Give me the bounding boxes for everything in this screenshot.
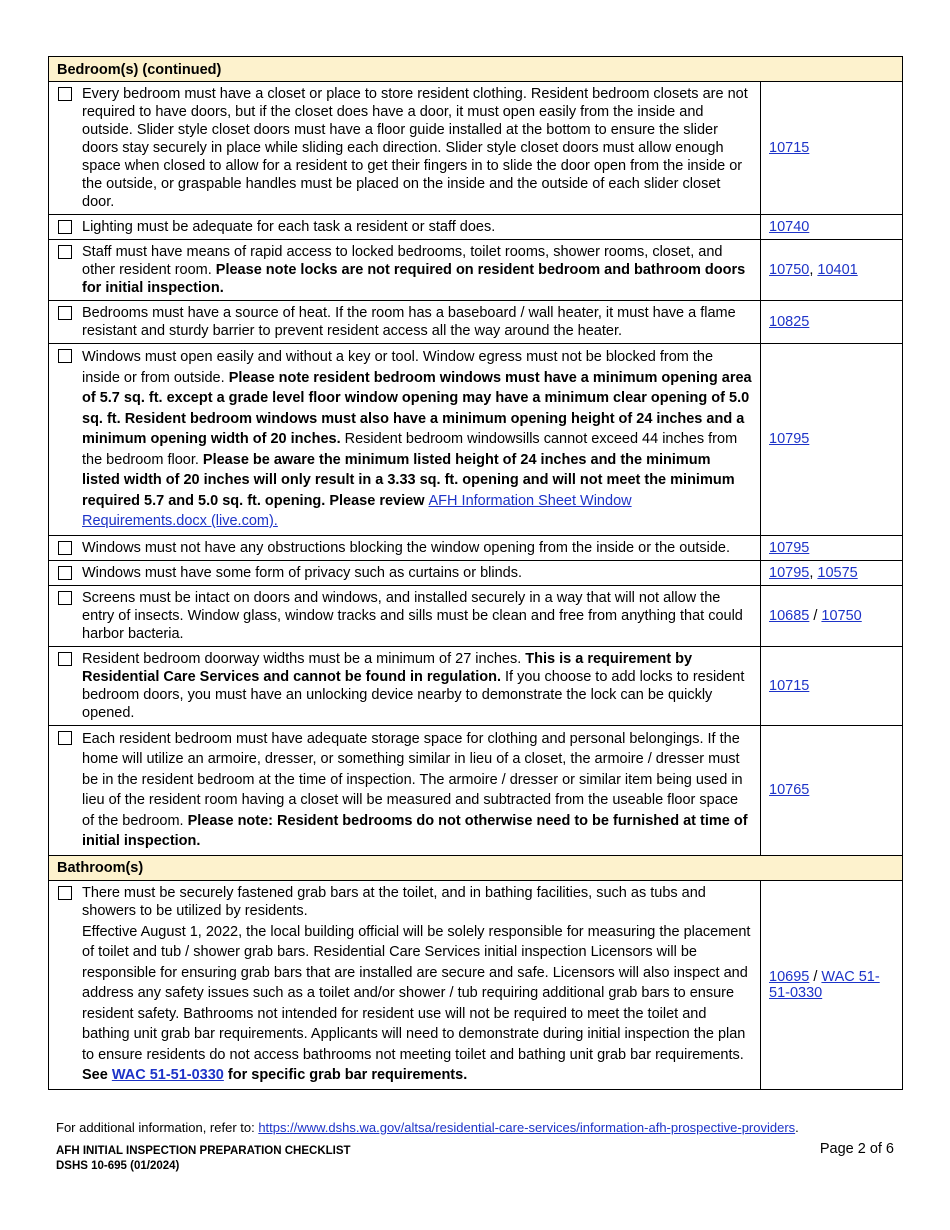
checklist-row (49, 215, 903, 240)
requirement-cell (49, 560, 761, 585)
reference-cell (761, 344, 903, 536)
requirement-cell (49, 646, 761, 725)
requirement (58, 884, 752, 1086)
footer-note-suffix: . (795, 1120, 799, 1135)
form-number: DSHS 10-695 (01/2024) (56, 1160, 180, 1172)
reference-cell: 10685 / 10750 (761, 585, 903, 646)
requirement (58, 564, 752, 582)
section-header-bathrooms (49, 855, 903, 880)
reference-cell: 10750, 10401 (761, 240, 903, 301)
form-identification (56, 1144, 351, 1174)
bold-text: Please be aware the minimum listed height of 24 inches and the minimum listed width of 20 inches will only result in a 3.33 sq. ft. opening and will not meet the minimum required 5.7 and 5.0 sq. ft. opening. Please review (82, 451, 735, 509)
checklist-row (49, 82, 903, 215)
wac-reference-link[interactable]: 10740 (769, 219, 810, 235)
bold-text: for specific grab bar requirements. (223, 1067, 468, 1083)
requirement-cell (49, 82, 761, 215)
bold-text: Please note: Resident bedrooms do not otherwise need to be furnished at time of initial inspection. (82, 812, 748, 849)
requirement (58, 539, 752, 557)
requirement (58, 729, 752, 852)
requirement-text (82, 884, 752, 1086)
requirement (58, 347, 752, 532)
checkbox[interactable] (58, 245, 72, 259)
checkbox[interactable] (58, 652, 72, 666)
bold-text: See (82, 1067, 112, 1083)
checkbox[interactable] (58, 220, 72, 234)
plain-text: Bedrooms must have a source of heat. If the room has a baseboard / wall heater, it must have a flame resistant and sturdy barrier to prevent resident access all the way around the heater. (82, 305, 736, 339)
requirement-text (82, 564, 752, 582)
footer-note-prefix: For additional information, refer to: (56, 1120, 259, 1135)
wac-reference-link[interactable]: WAC 51-51-0330 (769, 968, 880, 1001)
section-header-bedrooms (49, 57, 903, 82)
requirement-cell (49, 535, 761, 560)
checkbox[interactable] (58, 87, 72, 101)
wac-reference-link[interactable]: 10575 (817, 564, 858, 581)
plain-text: Every bedroom must have a closet or place to store resident clothing. Resident bedroom closets are not required to have doors, but if the closet does have a door, it must open easily from the inside and outside. Slider style closet doors must have a floor guide installed at the bottom to ensure the slider doors stay securely in place while sliding each direction. Slider style closet doors must allow enough space when closed to allow for a resident to get their fingers in to slide the door open from the inside or the outside, or graspable handles must be placed on the inside and the outside of each slider closet door. (82, 86, 748, 210)
wac-reference-link[interactable]: 10795 (769, 539, 810, 556)
requirement (58, 589, 752, 643)
wac-reference-link[interactable]: 10685 (769, 607, 810, 624)
requirement-cell (49, 301, 761, 344)
window-requirements-link[interactable]: AFH Information Sheet Window Requirements.docx (live.com). (82, 492, 632, 529)
wac-reference-link[interactable]: 10401 (817, 262, 858, 278)
wac-reference-link[interactable]: 10795 (769, 431, 810, 448)
plain-text: Resident bedroom windowsills cannot exceed 44 inches from the bedroom floor. (82, 431, 738, 468)
checkbox[interactable] (58, 886, 72, 900)
wac-reference-link[interactable]: 10750 (769, 262, 810, 278)
wac-reference-link[interactable]: 10750 (821, 607, 862, 624)
plain-text: If you choose to add locks to resident bedroom doors, you must have an unlocking device nearby to demonstrate the lock can be quickly opened. (82, 668, 745, 721)
requirement (58, 304, 752, 340)
footer-note (56, 1120, 799, 1135)
plain-text: Effective August 1, 2022, the local building official will be solely responsible for measuring the placement of toilet and tub / shower grab bars. Residential Care Services initial inspection Licensors will be responsible for ensuring grab bars that are installed are secure and safe. Licensors will also inspect and address any safety issues such as a toilet and/or shower / tub requiring additional grab bars to ensure resident safety. Bathrooms not intended for resident use will not be required to meet the toilet and bathing unit grab bar requirements. Applicants will need to demonstrate during initial inspection the plan to ensure residents do not access bathrooms not meeting toilet and bathing unit grab bar requirements. (82, 923, 751, 1063)
grab-bar-details (82, 922, 752, 1086)
plain-text: Each resident bedroom must have adequate storage space for clothing and personal belongings. If the home will utilize an armoire, dresser, or something similar in lieu of a closet, the armoire / dresser must be in the resident bedroom at the time of inspection. The armoire / dresser or similar item being used in lieu of the resident room having a closet will be measured and subtracted from the useable floor space of the bedroom. (82, 730, 743, 829)
requirement-cell (49, 344, 761, 536)
requirement (58, 218, 752, 236)
reference-cell (761, 646, 903, 725)
checklist-row (49, 560, 903, 585)
requirement-cell (49, 585, 761, 646)
grab-bar-requirement: There must be securely fastened grab bars at the toilet, and in bathing facilities, such as tubs and showers to be utilized by residents. (82, 884, 706, 919)
plain-text: Resident bedroom doorway widths must be a minimum of 27 inches. (82, 650, 526, 667)
requirement-text (82, 85, 752, 211)
wac-reference-link[interactable]: 10825 (769, 314, 810, 330)
checklist-row (49, 585, 903, 646)
plain-text: Staff must have means of rapid access to locked bedrooms, toilet rooms, shower rooms, closet, and other resident room. (82, 244, 723, 278)
checklist-table (48, 56, 903, 1090)
checklist-row (49, 535, 903, 560)
requirement (58, 243, 752, 297)
checklist-row (49, 344, 903, 536)
requirement-text (82, 650, 752, 722)
reference-cell (761, 301, 903, 344)
checkbox[interactable] (58, 541, 72, 555)
bold-link-wrapper (112, 1067, 224, 1083)
wac-reference-link[interactable]: 10695 (769, 968, 810, 985)
footer-url-link[interactable]: https://www.dshs.wa.gov/altsa/residential-care-services/information-afh-prospective-providers (258, 1120, 796, 1135)
plain-text: Windows must open easily and without a key or tool. Window egress must not be blocked from the inside or from outside. (82, 349, 714, 386)
requirement-text (82, 304, 752, 340)
bold-text: Please note resident bedroom windows must have a minimum opening area of 5.7 sq. ft. except a grade level floor window opening may have a minimum clear opening of 5.0 sq. ft. Resident bedroom windows must also have a minimum opening height of 24 inches and a minimum opening width of 20 inches. (82, 369, 752, 447)
wac-reference-link[interactable]: 10795 (769, 564, 810, 581)
checkbox[interactable] (58, 566, 72, 580)
bold-text: This is a requirement by Residential Care Services and cannot be found in regulation. (82, 650, 693, 685)
checklist-row (49, 725, 903, 855)
wac-reference-link[interactable]: 10715 (769, 677, 810, 694)
requirement-text (82, 243, 752, 297)
checklist-page (48, 56, 902, 1090)
bold-text: Please note locks are not required on resident bedroom and bathroom doors for initial inspection. (82, 262, 746, 296)
plain-text: Lighting must be adequate for each task a resident or staff does. (82, 219, 496, 235)
checklist-row (49, 646, 903, 725)
plain-text: Screens must be intact on doors and windows, and installed securely in a way that will not allow the entry of insects. Window glass, window tracks and sills must be clean and free from anything that could harbor bacteria. (82, 589, 743, 642)
section-title: Bedroom(s) (continued) (49, 57, 903, 82)
reference-cell (761, 725, 903, 855)
checkbox[interactable] (58, 349, 72, 363)
checkbox[interactable] (58, 731, 72, 745)
reference-cell (761, 535, 903, 560)
checklist-row (49, 240, 903, 301)
plain-text: Windows must not have any obstructions blocking the window opening from the inside or the outside. (82, 539, 731, 556)
requirement-text (82, 589, 752, 643)
reference-cell: 10795, 10575 (761, 560, 903, 585)
checkbox[interactable] (58, 591, 72, 605)
wac-51-51-0330-link[interactable]: WAC 51-51-0330 (111, 1067, 224, 1083)
page-number: Page 2 of 6 (819, 1141, 894, 1157)
reference-cell (761, 215, 903, 240)
requirement-text (82, 729, 752, 852)
requirement-cell (49, 215, 761, 240)
plain-text: Windows must have some form of privacy such as curtains or blinds. (82, 564, 522, 581)
ref-separator: / (809, 968, 822, 985)
wac-reference-link[interactable]: 10715 (769, 140, 810, 156)
checklist-row (49, 880, 903, 1089)
requirement-text (82, 218, 752, 236)
requirement-cell (49, 725, 761, 855)
requirement (58, 85, 752, 211)
reference-cell (761, 880, 903, 1089)
requirement-text (82, 539, 752, 557)
section-title: Bathroom(s) (49, 855, 903, 880)
checklist-row (49, 301, 903, 344)
wac-reference-link[interactable]: 10765 (769, 782, 810, 798)
form-title: AFH INITIAL INSPECTION PREPARATION CHECKLIST (56, 1145, 351, 1157)
requirement-text (82, 347, 752, 532)
reference-cell (761, 82, 903, 215)
requirement-cell (49, 880, 761, 1089)
checkbox[interactable] (58, 306, 72, 320)
requirement (58, 650, 752, 722)
requirement-cell (49, 240, 761, 301)
